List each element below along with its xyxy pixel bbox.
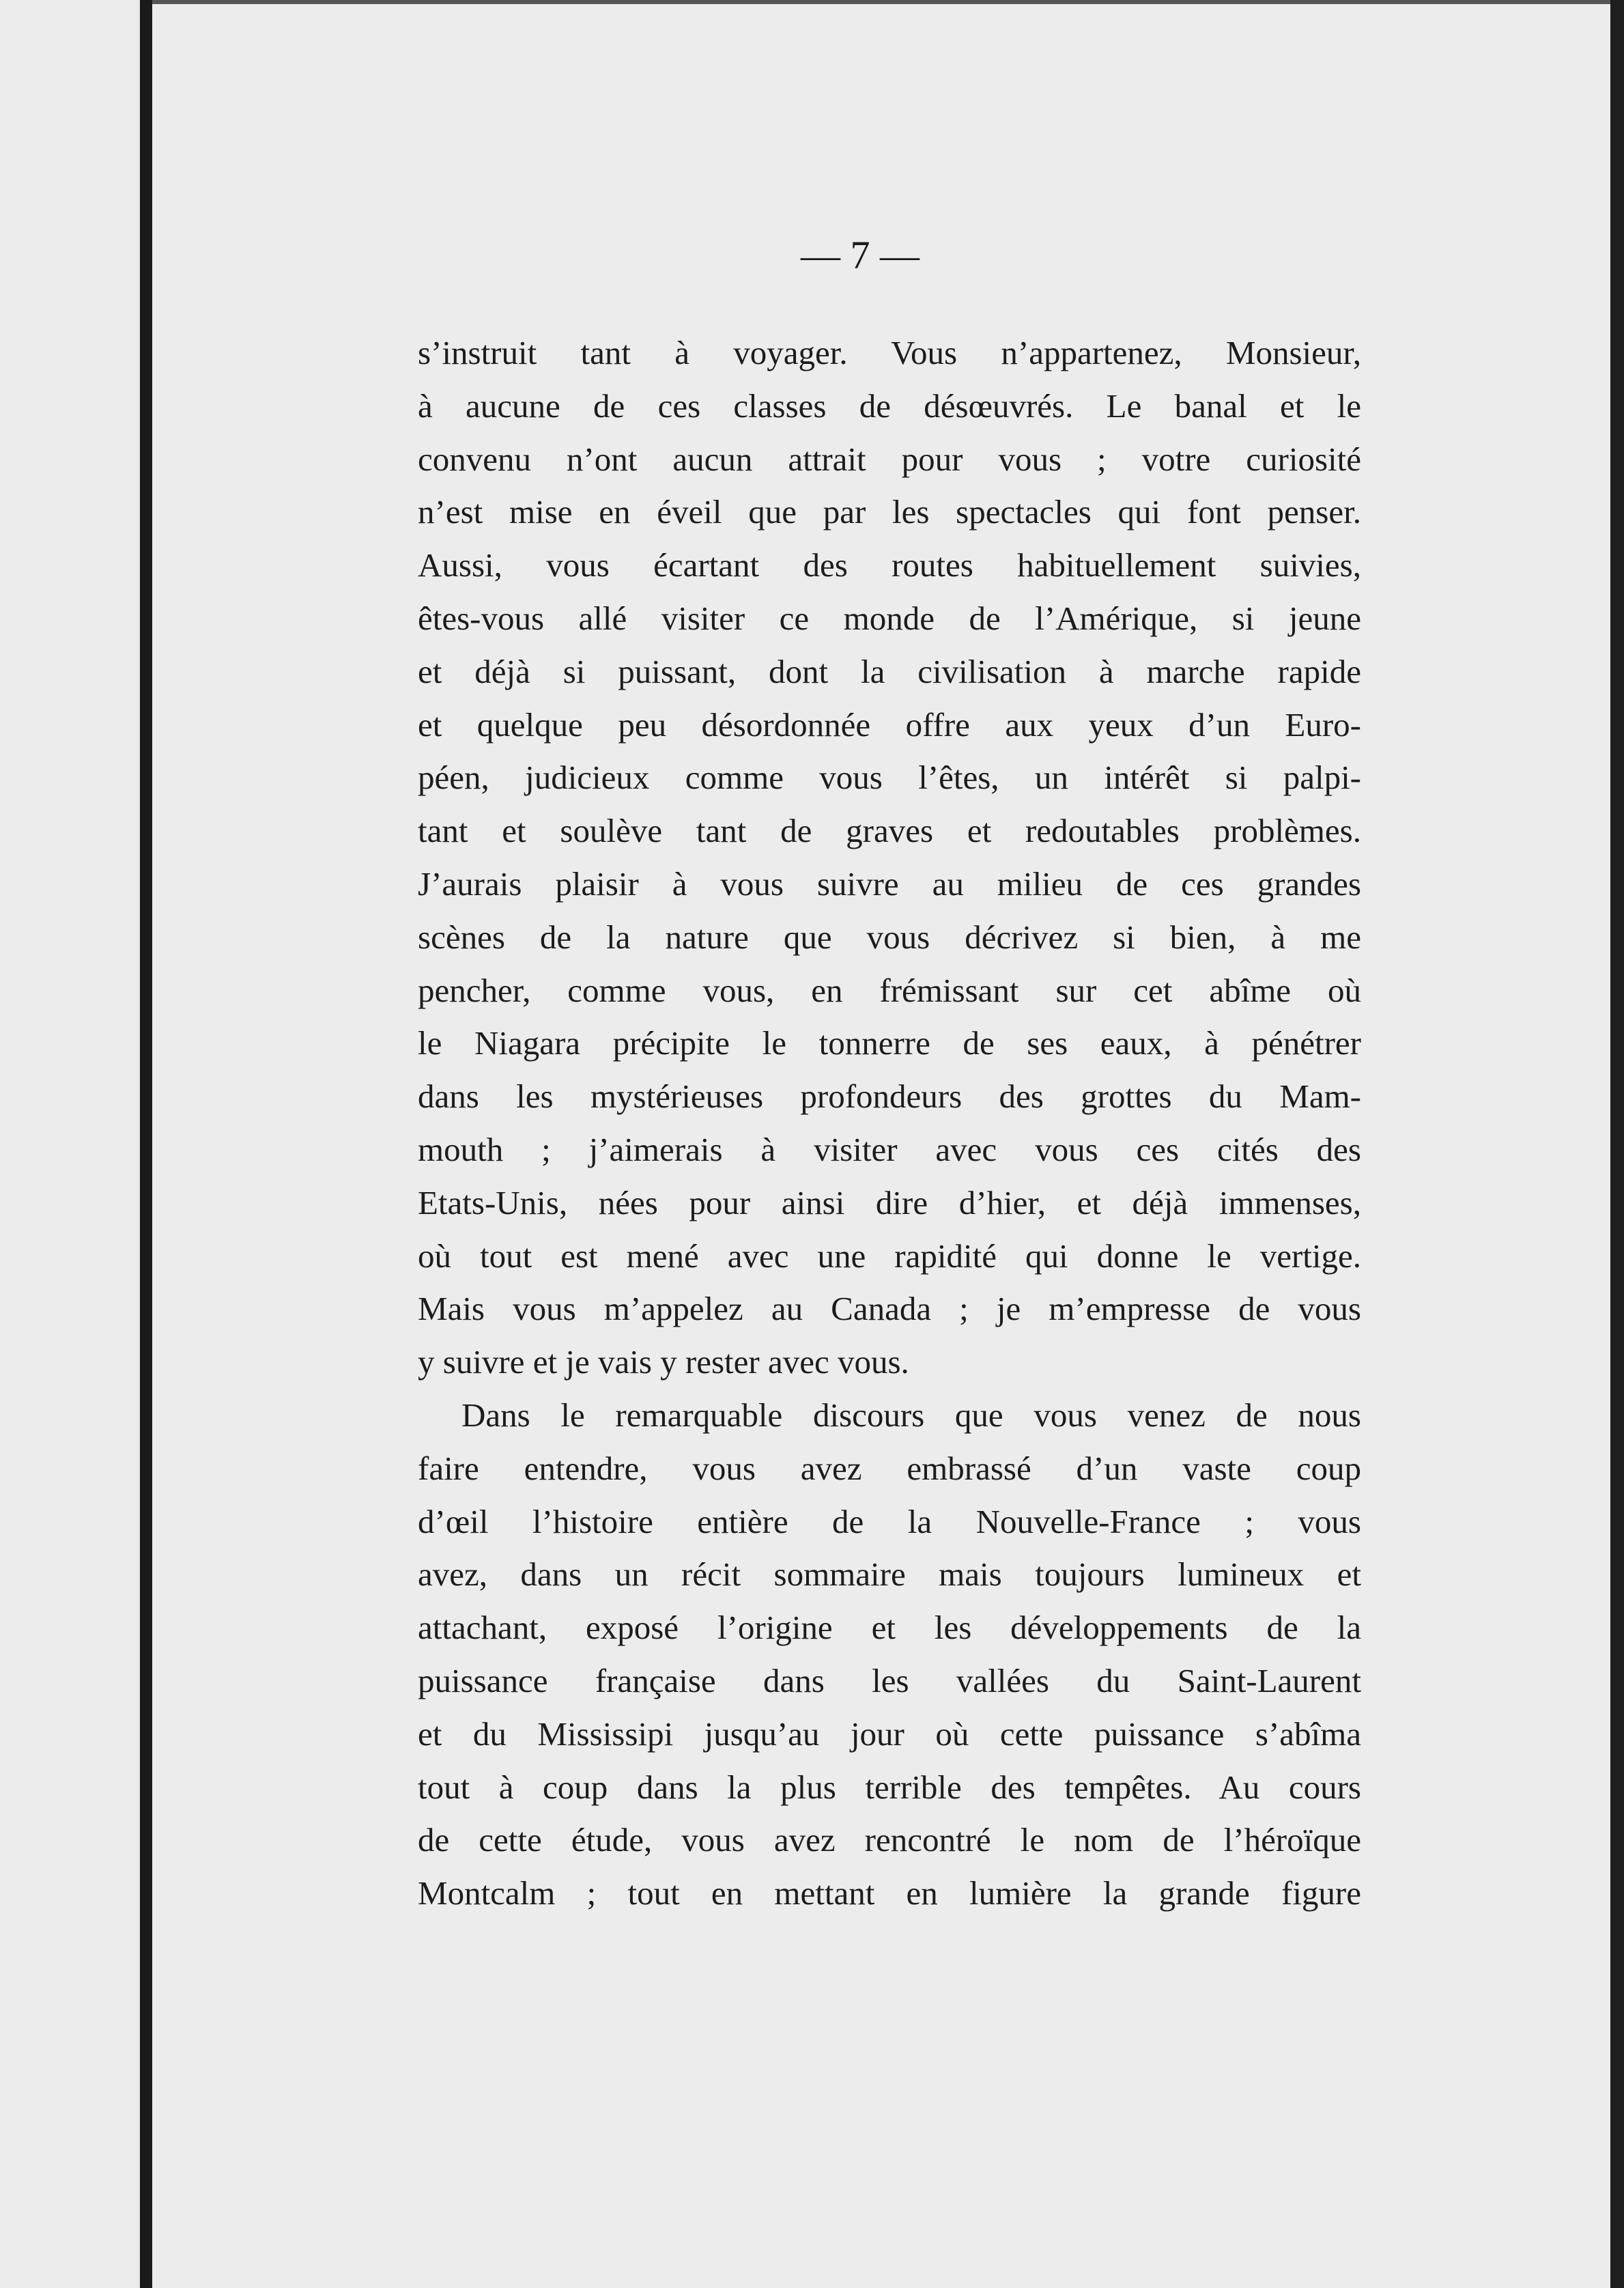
left-margin — [0, 0, 137, 2288]
text-line: y suivre et je vais y rester avec vous. — [418, 1343, 909, 1381]
text-line: puissance française dans les vallées du Saint-Laurent — [418, 1661, 1361, 1699]
text-line: et quelque peu désordonnée offre aux yeux d’un Euro- — [418, 705, 1361, 744]
text-line: Aussi, vous écartant des routes habituellement suivies, — [418, 546, 1361, 584]
text-line: péen, judicieux comme vous l’êtes, un intérêt si palpi- — [418, 759, 1361, 797]
text-line: et déjà si puissant, dont la civilisation à marche rapide — [418, 652, 1361, 690]
text-line: tout à coup dans la plus terrible des tempêtes. Au cours — [418, 1768, 1361, 1806]
text-line: n’est mise en éveil que par les spectacles qui font penser. — [418, 493, 1361, 531]
body-text — [418, 326, 1361, 1920]
paragraph-2 — [418, 1389, 1361, 1920]
text-line: Dans le remarquable discours que vous venez de nous — [461, 1396, 1361, 1434]
text-line: le Niagara précipite le tonnerre de ses eaux, à pénétrer — [418, 1024, 1361, 1062]
text-line: Montcalm ; tout en mettant en lumière la grande figure — [418, 1874, 1361, 1912]
right-edge — [1610, 0, 1624, 2288]
text-line: s’instruit tant à voyager. Vous n’appartenez, Monsieur, — [418, 334, 1361, 371]
binding-edge — [140, 0, 152, 2288]
text-line: de cette étude, vous avez rencontré le nom de l’héroïque — [418, 1821, 1361, 1859]
text-line: avez, dans un récit sommaire mais toujours lumineux et — [418, 1555, 1361, 1594]
text-line: où tout est mené avec une rapidité qui donne le vertige. — [418, 1237, 1361, 1275]
text-line: scènes de la nature que vous décrivez si bien, à me — [418, 918, 1361, 956]
text-line: tant et soulève tant de graves et redoutables problèmes. — [418, 812, 1361, 850]
top-edge — [152, 0, 1610, 4]
text-line: pencher, comme vous, en frémissant sur cet abîme où — [418, 971, 1361, 1009]
text-line: mouth ; j’aimerais à visiter avec vous ces cités des — [418, 1130, 1361, 1168]
text-line: convenu n’ont aucun attrait pour vous ; votre curiosité — [418, 440, 1361, 478]
text-line: Mais vous m’appelez au Canada ; je m’empresse de vous — [418, 1290, 1361, 1328]
text-line: êtes-vous allé visiter ce monde de l’Amérique, si jeune — [418, 599, 1361, 637]
text-line: attachant, exposé l’origine et les développements de la — [418, 1609, 1361, 1647]
text-line: Etats-Unis, nées pour ainsi dire d’hier, et déjà immenses, — [418, 1183, 1361, 1221]
text-line: et du Mississipi jusqu’au jour où cette puissance s’abîma — [418, 1714, 1361, 1753]
text-line: faire entendre, vous avez embrassé d’un vaste coup — [418, 1449, 1361, 1487]
paragraph-1 — [418, 326, 1361, 1389]
text-line: dans les mystérieuses profondeurs des grottes du Mam- — [418, 1077, 1361, 1116]
page-number: — 7 — — [801, 233, 920, 277]
text-line: à aucune de ces classes de désœuvrés. Le banal et le — [418, 386, 1361, 425]
text-line: J’aurais plaisir à vous suivre au milieu de ces grandes — [418, 864, 1361, 903]
text-line: d’œil l’histoire entière de la Nouvelle-France ; vous — [418, 1502, 1361, 1540]
